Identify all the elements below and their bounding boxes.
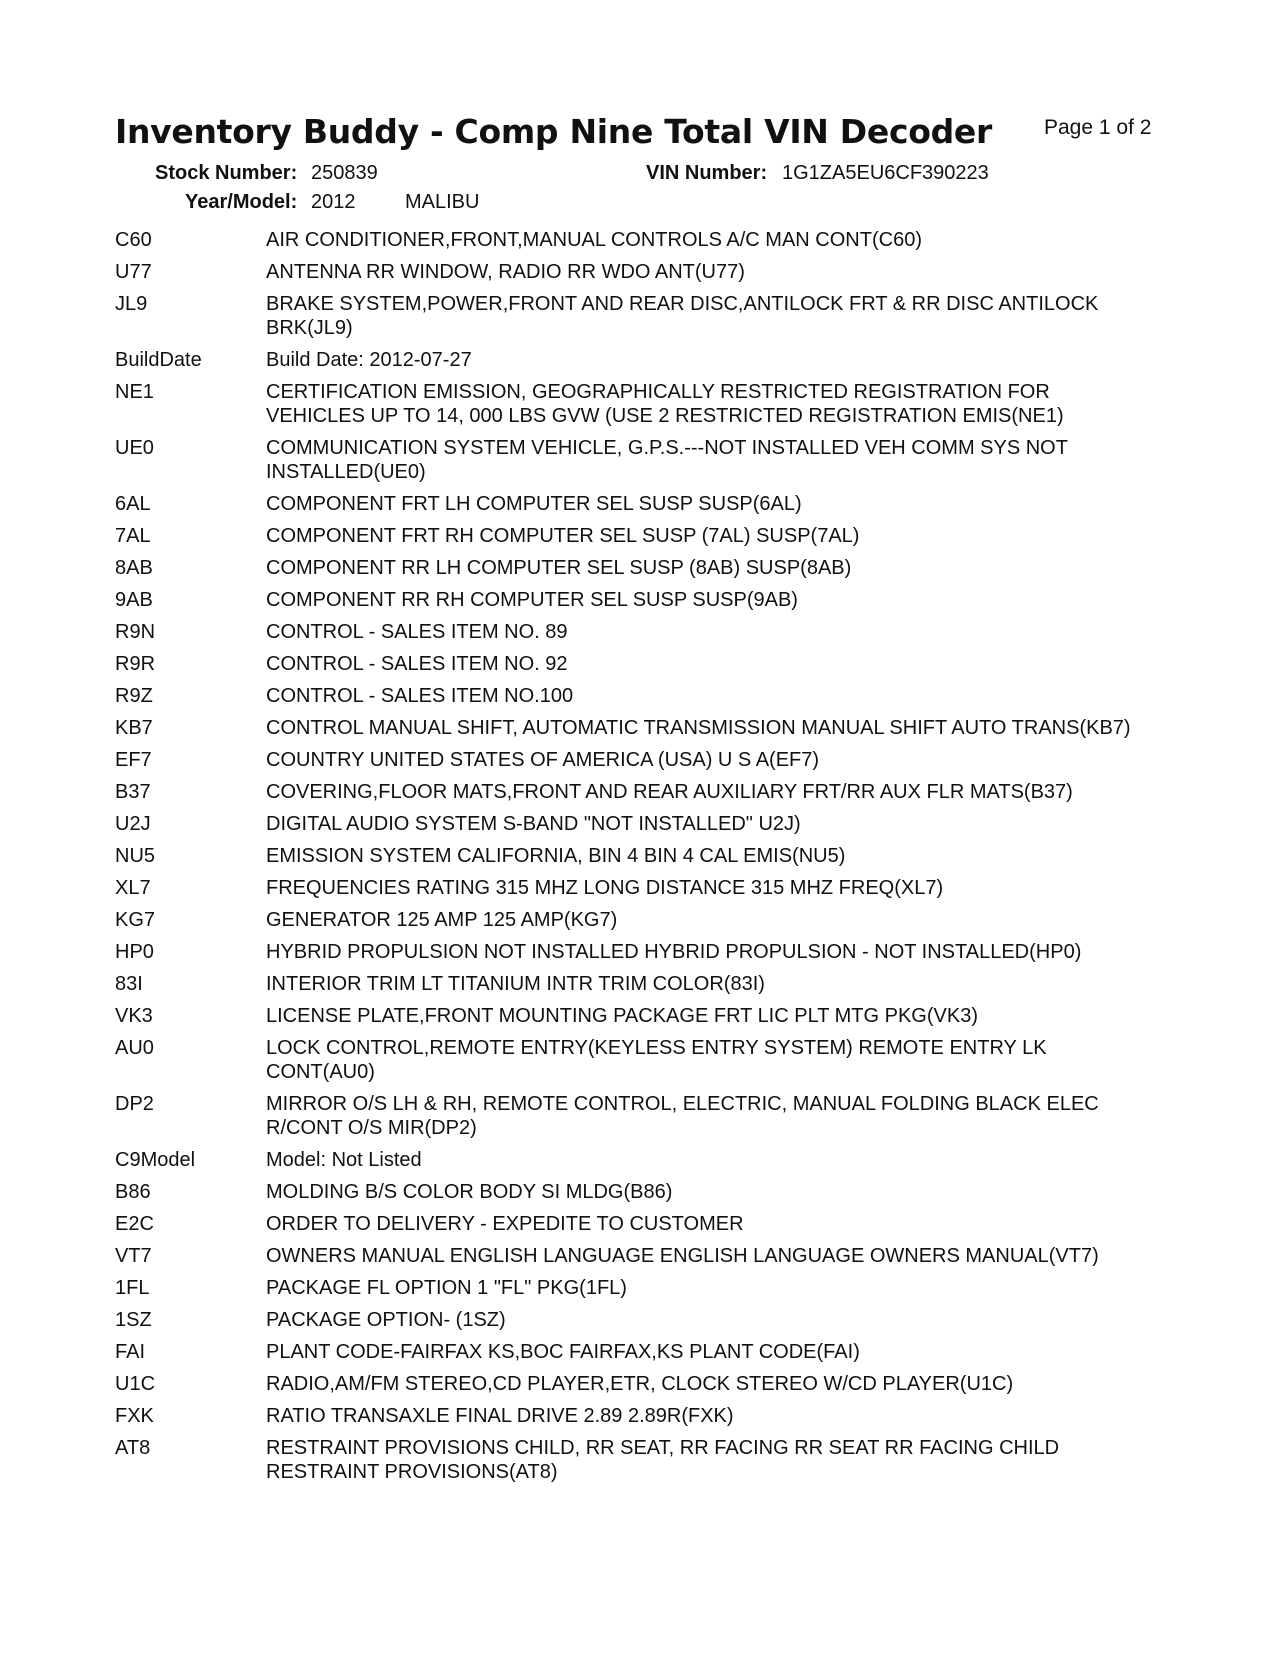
option-description: RADIO,AM/FM STEREO,CD PLAYER,ETR, CLOCK STEREO W/CD PLAYER(U1C) — [266, 1373, 1014, 1395]
option-code: HP0 — [115, 941, 154, 963]
option-row — [115, 1212, 1155, 1236]
option-description: PLANT CODE-FAIRFAX KS,BOC FAIRFAX,KS PLANT CODE(FAI) — [266, 1341, 860, 1363]
option-description: CONTROL MANUAL SHIFT, AUTOMATIC TRANSMISSION MANUAL SHIFT AUTO TRANS(KB7) — [266, 717, 1131, 739]
option-code: 6AL — [115, 493, 151, 515]
option-description: DIGITAL AUDIO SYSTEM S-BAND "NOT INSTALLED" U2J) — [266, 813, 801, 835]
option-description: GENERATOR 125 AMP 125 AMP(KG7) — [266, 909, 618, 931]
option-row — [115, 940, 1155, 964]
option-row — [115, 348, 1155, 372]
stock-number-label: Stock Number: — [155, 162, 298, 184]
option-code: UE0 — [115, 437, 154, 459]
option-description: INTERIOR TRIM LT TITANIUM INTR TRIM COLOR(83I) — [266, 973, 765, 995]
option-row — [115, 812, 1155, 836]
option-description: MOLDING B/S COLOR BODY SI MLDG(B86) — [266, 1181, 673, 1203]
option-description: PACKAGE FL OPTION 1 "FL" PKG(1FL) — [266, 1277, 627, 1299]
option-row — [115, 684, 1155, 708]
stock-number-value: 250839 — [311, 162, 378, 184]
option-code: 8AB — [115, 557, 153, 579]
option-description: OWNERS MANUAL ENGLISH LANGUAGE ENGLISH LANGUAGE OWNERS MANUAL(VT7) — [266, 1245, 1099, 1267]
option-code: R9N — [115, 621, 156, 643]
option-code: KB7 — [115, 717, 153, 739]
option-description: LICENSE PLATE,FRONT MOUNTING PACKAGE FRT LIC PLT MTG PKG(VK3) — [266, 1005, 978, 1027]
option-description: Build Date: 2012-07-27 — [266, 349, 472, 371]
option-description: CONTROL - SALES ITEM NO. 92 — [266, 653, 568, 675]
option-row — [115, 524, 1155, 548]
option-description: COUNTRY UNITED STATES OF AMERICA (USA) U S A(EF7) — [266, 749, 820, 771]
option-code: C9Model — [115, 1149, 196, 1171]
option-row — [115, 1092, 1155, 1140]
option-code: AU0 — [115, 1037, 154, 1059]
year-value: 2012 — [311, 191, 356, 213]
option-code: VK3 — [115, 1005, 153, 1027]
option-code: FAI — [115, 1341, 146, 1363]
option-description: COMPONENT FRT LH COMPUTER SEL SUSP SUSP(6AL) — [266, 493, 802, 515]
option-row — [115, 228, 1155, 252]
vin-number-value: 1G1ZA5EU6CF390223 — [782, 162, 989, 184]
option-code: JL9 — [115, 293, 148, 315]
option-row — [115, 588, 1155, 612]
option-code: 1SZ — [115, 1309, 152, 1331]
option-code: EF7 — [115, 749, 152, 771]
option-code: FXK — [115, 1405, 154, 1427]
option-code: AT8 — [115, 1437, 151, 1459]
option-description: COMPONENT RR LH COMPUTER SEL SUSP (8AB) SUSP(8AB) — [266, 557, 852, 579]
option-code-list — [115, 228, 1155, 1492]
option-description: RATIO TRANSAXLE FINAL DRIVE 2.89 2.89R(FXK) — [266, 1405, 734, 1427]
option-description: AIR CONDITIONER,FRONT,MANUAL CONTROLS A/C MAN CONT(C60) — [266, 229, 922, 251]
option-description: CONTROL - SALES ITEM NO.100 — [266, 685, 574, 707]
option-row — [115, 620, 1155, 644]
option-description: CONTROL - SALES ITEM NO. 89 — [266, 621, 568, 643]
option-row — [115, 1004, 1155, 1028]
option-description: PACKAGE OPTION- (1SZ) — [266, 1309, 506, 1331]
option-code: U1C — [115, 1373, 156, 1395]
option-row — [115, 844, 1155, 868]
option-row — [115, 716, 1155, 740]
option-row — [115, 1436, 1155, 1484]
option-row — [115, 292, 1155, 340]
option-code: NU5 — [115, 845, 156, 867]
option-description: BRAKE SYSTEM,POWER,FRONT AND REAR DISC,ANTILOCK FRT & RR DISC ANTILOCK BRK(JL9) — [266, 293, 1099, 339]
option-code: C60 — [115, 229, 152, 251]
option-code: KG7 — [115, 909, 156, 931]
option-code: XL7 — [115, 877, 151, 899]
option-row — [115, 1308, 1155, 1332]
option-description: ANTENNA RR WINDOW, RADIO RR WDO ANT(U77) — [266, 261, 745, 283]
option-description: COMPONENT RR RH COMPUTER SEL SUSP SUSP(9AB) — [266, 589, 798, 611]
option-row — [115, 556, 1155, 580]
option-code: B37 — [115, 781, 151, 803]
option-description: COMMUNICATION SYSTEM VEHICLE, G.P.S.---NOT INSTALLED VEH COMM SYS NOT INSTALLED(UE0) — [266, 437, 1068, 483]
option-description: FREQUENCIES RATING 315 MHZ LONG DISTANCE 315 MHZ FREQ(XL7) — [266, 877, 944, 899]
option-row — [115, 1244, 1155, 1268]
option-description: LOCK CONTROL,REMOTE ENTRY(KEYLESS ENTRY SYSTEM) REMOTE ENTRY LK CONT(AU0) — [266, 1037, 1047, 1083]
option-row — [115, 1404, 1155, 1428]
option-description: EMISSION SYSTEM CALIFORNIA, BIN 4 BIN 4 CAL EMIS(NU5) — [266, 845, 846, 867]
option-row — [115, 876, 1155, 900]
document-title: Inventory Buddy - Comp Nine Total VIN Decoder — [115, 112, 992, 151]
option-code: U2J — [115, 813, 151, 835]
option-code: U77 — [115, 261, 152, 283]
option-row — [115, 260, 1155, 284]
year-model-label: Year/Model: — [185, 191, 298, 213]
option-code: R9Z — [115, 685, 153, 707]
option-code: R9R — [115, 653, 156, 675]
option-row — [115, 380, 1155, 428]
option-description: MIRROR O/S LH & RH, REMOTE CONTROL, ELECTRIC, MANUAL FOLDING BLACK ELEC R/CONT O/S MIR(DP2) — [266, 1093, 1099, 1139]
option-row — [115, 1340, 1155, 1364]
option-row — [115, 780, 1155, 804]
option-code: E2C — [115, 1213, 154, 1235]
model-value: MALIBU — [405, 191, 480, 213]
option-row — [115, 748, 1155, 772]
option-row — [115, 1180, 1155, 1204]
option-code: 83I — [115, 973, 143, 995]
vin-number-label: VIN Number: — [646, 162, 768, 184]
option-code: 1FL — [115, 1277, 150, 1299]
page-number: Page 1 of 2 — [1044, 116, 1152, 139]
option-description: RESTRAINT PROVISIONS CHILD, RR SEAT, RR FACING RR SEAT RR FACING CHILD RESTRAINT PROVISIONS(AT8) — [266, 1437, 1060, 1483]
option-description: COVERING,FLOOR MATS,FRONT AND REAR AUXILIARY FRT/RR AUX FLR MATS(B37) — [266, 781, 1073, 803]
option-row — [115, 492, 1155, 516]
option-code: B86 — [115, 1181, 151, 1203]
option-code: NE1 — [115, 381, 154, 403]
option-description: CERTIFICATION EMISSION, GEOGRAPHICALLY RESTRICTED REGISTRATION FOR VEHICLES UP TO 14, 000 LBS GVW (USE 2 RESTRICTED REGISTRATION EMIS(NE1) — [266, 381, 1064, 427]
option-row — [115, 1036, 1155, 1084]
option-description: COMPONENT FRT RH COMPUTER SEL SUSP (7AL) SUSP(7AL) — [266, 525, 860, 547]
option-code: 9AB — [115, 589, 153, 611]
option-description: HYBRID PROPULSION NOT INSTALLED HYBRID PROPULSION - NOT INSTALLED(HP0) — [266, 941, 1082, 963]
option-row — [115, 972, 1155, 996]
option-code: DP2 — [115, 1093, 154, 1115]
option-description: ORDER TO DELIVERY - EXPEDITE TO CUSTOMER — [266, 1213, 744, 1235]
option-row — [115, 1148, 1155, 1172]
option-row — [115, 436, 1155, 484]
option-description: Model: Not Listed — [266, 1149, 422, 1171]
option-row — [115, 908, 1155, 932]
option-row — [115, 1372, 1155, 1396]
option-code: VT7 — [115, 1245, 152, 1267]
option-code: 7AL — [115, 525, 151, 547]
option-row — [115, 1276, 1155, 1300]
option-row — [115, 652, 1155, 676]
option-code: BuildDate — [115, 349, 202, 371]
